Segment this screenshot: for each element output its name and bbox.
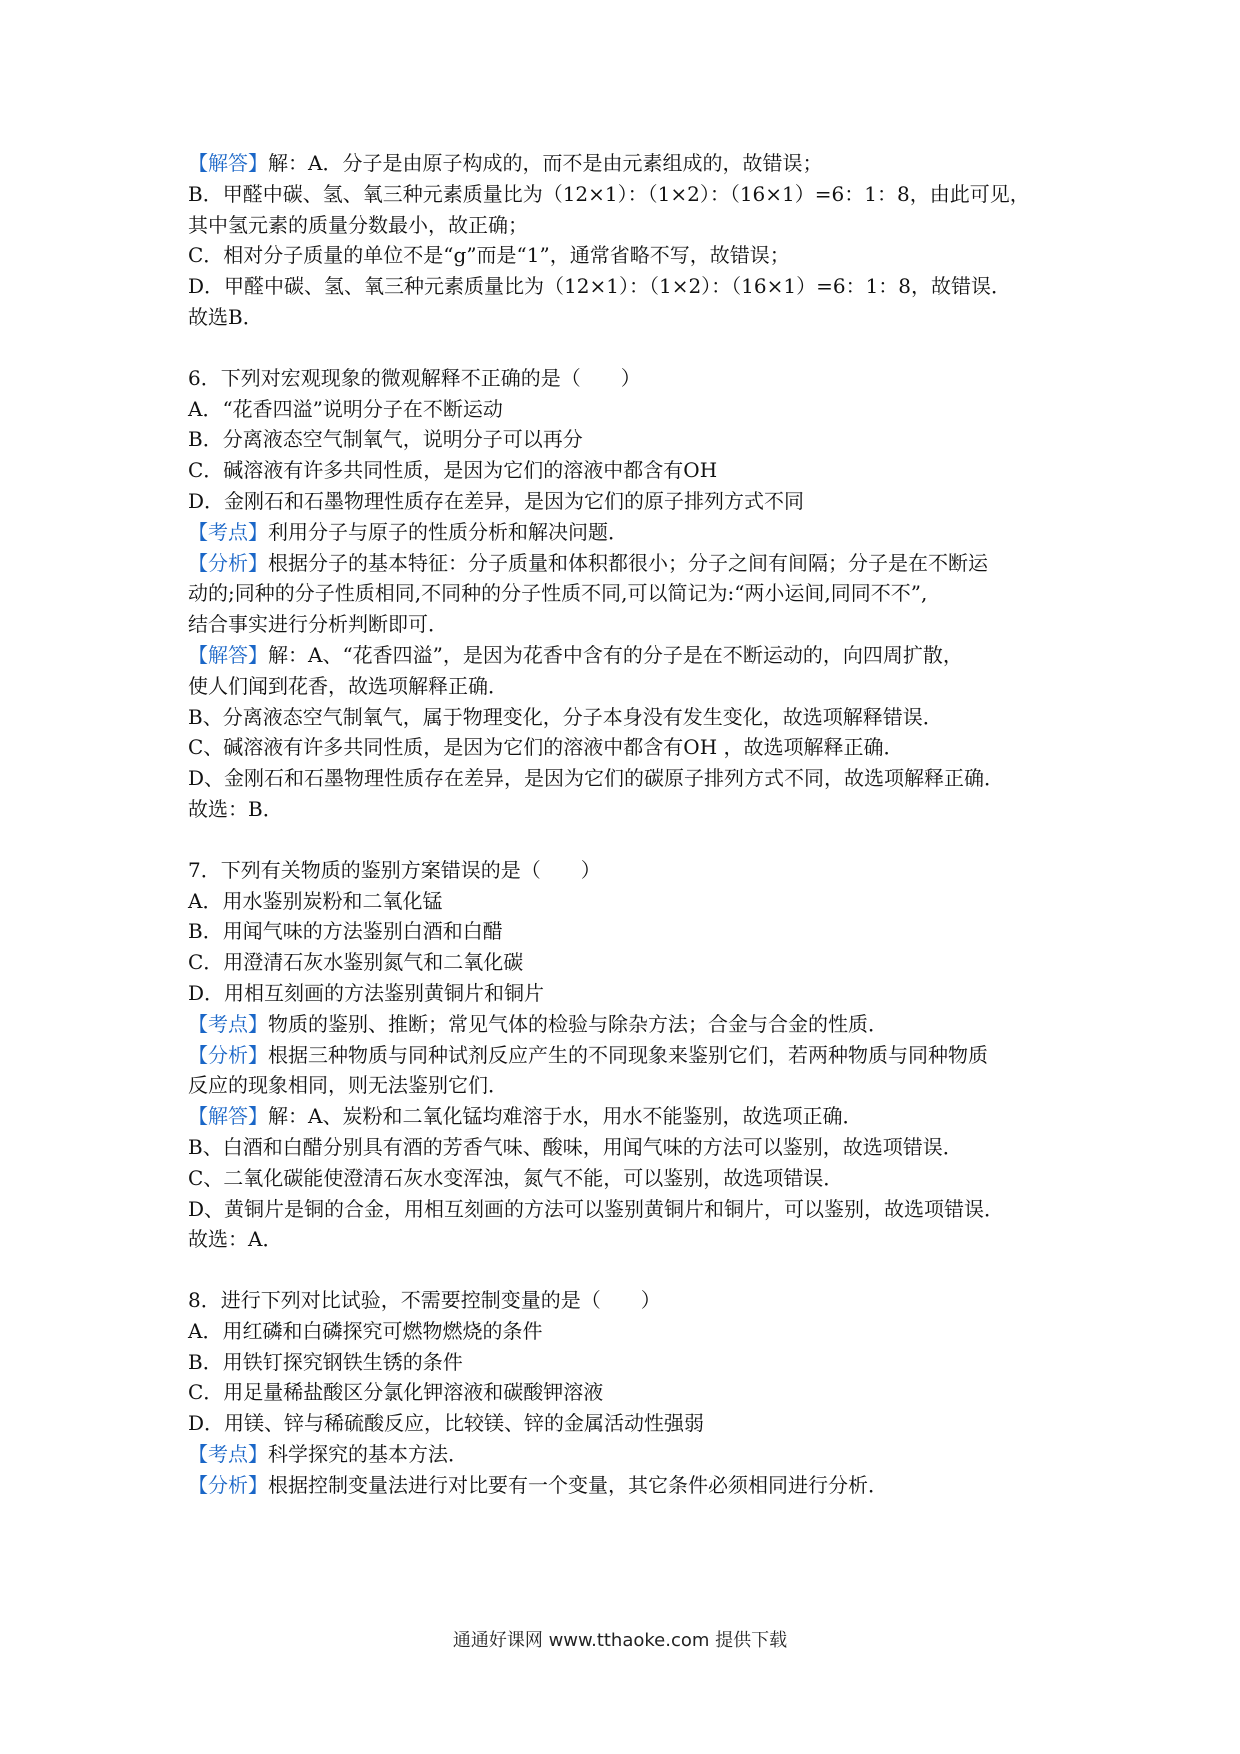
- text-line: [188, 363, 1068, 394]
- spacer: [188, 1255, 1068, 1285]
- line-text: 6．下列对宏观现象的微观解释不正确的是（ ）: [188, 365, 641, 390]
- line-text: B、分离液态空气制氧气，属于物理变化，分子本身没有发生变化，故选项解释错误．: [188, 704, 943, 729]
- text-line: [188, 1070, 1068, 1101]
- text-line: [188, 578, 1068, 609]
- text-line: [188, 978, 1068, 1009]
- text-line: [188, 1194, 1068, 1225]
- text-line: [188, 240, 1068, 271]
- text-line: [188, 148, 1068, 179]
- line-text: B、白酒和白醋分别具有酒的芳香气味、酸味，用闻气味的方法可以鉴别，故选项错误．: [188, 1134, 963, 1159]
- section-tag: 【解答】: [188, 1104, 268, 1129]
- line-text: B．用闻气味的方法鉴别白酒和白醋: [188, 919, 503, 944]
- text-line: [188, 640, 1068, 671]
- document-body: [188, 148, 1068, 1501]
- line-text: C、碱溶液有许多共同性质，是因为它们的溶液中都含有OH ，故选项解释正确．: [188, 735, 904, 760]
- text-line: [188, 394, 1068, 425]
- line-text: C．碱溶液有许多共同性质，是因为它们的溶液中都含有OH: [188, 458, 718, 483]
- text-line: [188, 1347, 1068, 1378]
- text-line: [188, 455, 1068, 486]
- line-text: 8．进行下列对比试验，不需要控制变量的是（ ）: [188, 1288, 661, 1313]
- line-text: 故选B．: [188, 304, 263, 329]
- text-line: [188, 855, 1068, 886]
- line-text: D、黄铜片是铜的合金，用相互刻画的方法可以鉴别黄铜片和铜片，可以鉴别，故选项错误．: [188, 1196, 1005, 1221]
- section-tag: 【解答】: [188, 151, 268, 175]
- line-text: D．用相互刻画的方法鉴别黄铜片和铜片: [188, 980, 545, 1005]
- line-text: 解：A．分子是由原子构成的，而不是由元素组成的，故错误；: [268, 151, 823, 175]
- line-text: 7．下列有关物质的鉴别方案错误的是（ ）: [188, 857, 601, 882]
- section-tag: 【分析】: [188, 1472, 268, 1497]
- text-line: [188, 886, 1068, 917]
- line-text: A．“花香四溢”说明分子在不断运动: [188, 396, 503, 421]
- text-line: [188, 1101, 1068, 1132]
- section-tag: 【分析】: [188, 550, 268, 575]
- text-line: [188, 1224, 1068, 1255]
- text-line: [188, 947, 1068, 978]
- text-line: [188, 271, 1068, 302]
- line-text: 解：A、炭粉和二氧化锰均难溶于水，用水不能鉴别，故选项正确．: [268, 1104, 863, 1129]
- text-line: [188, 1377, 1068, 1408]
- text-line: [188, 1439, 1068, 1470]
- text-line: [188, 916, 1068, 947]
- text-line: [188, 1285, 1068, 1316]
- text-line: [188, 179, 1068, 210]
- line-text: 使人们闻到花香，故选项解释正确．: [188, 673, 508, 698]
- line-text: D．甲醛中碳、氢、氧三种元素质量比为（12×1）：（1×2）：（16×1）=6：1：8，故错误．: [188, 274, 1012, 299]
- line-text: C．用澄清石灰水鉴别氮气和二氧化碳: [188, 950, 524, 975]
- line-text: 科学探究的基本方法．: [268, 1442, 468, 1467]
- text-line: [188, 517, 1068, 548]
- text-line: [188, 424, 1068, 455]
- line-text: C、二氧化碳能使澄清石灰水变浑浊，氮气不能，可以鉴别，故选项错误．: [188, 1165, 844, 1190]
- text-line: [188, 1408, 1068, 1439]
- line-text: 根据控制变量法进行对比要有一个变量，其它条件必须相同进行分析．: [268, 1472, 888, 1497]
- line-text: 反应的现象相同，则无法鉴别它们．: [188, 1073, 508, 1098]
- section-tag: 【分析】: [188, 1042, 268, 1067]
- line-text: D．金刚石和石墨物理性质存在差异，是因为它们的原子排列方式不同: [188, 488, 805, 513]
- text-line: [188, 1163, 1068, 1194]
- line-text: 物质的鉴别、推断；常见气体的检验与除杂方法；合金与合金的性质．: [268, 1011, 888, 1036]
- spacer: [188, 825, 1068, 855]
- text-line: [188, 1316, 1068, 1347]
- page-footer: 通通好课网 www.tthaoke.com 提供下载: [452, 1630, 788, 1651]
- line-text: B．甲醛中碳、氢、氧三种元素质量比为（12×1）：（1×2）：（16×1）=6：1：8，由此可见，: [188, 181, 1030, 206]
- text-line: [188, 1470, 1068, 1501]
- line-text: D、金刚石和石墨物理性质存在差异，是因为它们的碳原子排列方式不同，故选项解释正确．: [188, 766, 1005, 791]
- section-tag: 【考点】: [188, 519, 268, 544]
- text-line: [188, 732, 1068, 763]
- text-line: [188, 210, 1068, 241]
- text-line: [188, 763, 1068, 794]
- line-text: 其中氢元素的质量分数最小，故正确；: [188, 212, 528, 237]
- text-line: [188, 702, 1068, 733]
- section-tag: 【考点】: [188, 1442, 268, 1467]
- text-line: [188, 609, 1068, 640]
- line-text: 结合事实进行分析判断即可．: [188, 612, 448, 637]
- line-text: 利用分子与原子的性质分析和解决问题．: [268, 519, 628, 544]
- text-line: [188, 548, 1068, 579]
- text-line: [188, 486, 1068, 517]
- line-text: 动的;同种的分子性质相同,不同种的分子性质不同,可以简记为:“两小运间,同同不不”,: [188, 581, 928, 606]
- section-tag: 【解答】: [188, 642, 268, 667]
- text-line: [188, 1132, 1068, 1163]
- spacer: [188, 333, 1068, 363]
- section-tag: 【考点】: [188, 1011, 268, 1036]
- text-line: [188, 671, 1068, 702]
- text-line: [188, 302, 1068, 333]
- line-text: D．用镁、锌与稀硫酸反应，比较镁、锌的金属活动性强弱: [188, 1411, 705, 1436]
- line-text: B．用铁钉探究钢铁生锈的条件: [188, 1349, 463, 1374]
- line-text: C．用足量稀盐酸区分氯化钾溶液和碳酸钾溶液: [188, 1380, 604, 1405]
- line-text: B．分离液态空气制氧气，说明分子可以再分: [188, 427, 583, 452]
- text-line: [188, 1009, 1068, 1040]
- line-text: 解：A、“花香四溢”，是因为花香中含有的分子是在不断运动的，向四周扩散，: [268, 642, 963, 667]
- line-text: 故选：B．: [188, 796, 283, 821]
- line-text: A．用水鉴别炭粉和二氧化锰: [188, 888, 443, 913]
- line-text: C．相对分子质量的单位不是“g”而是“1”，通常省略不写，故错误；: [188, 243, 790, 268]
- text-line: [188, 794, 1068, 825]
- line-text: 故选：A．: [188, 1227, 283, 1252]
- line-text: 根据分子的基本特征：分子质量和体积都很小；分子之间有间隔；分子是在不断运: [268, 550, 988, 575]
- line-text: A．用红磷和白磷探究可燃物燃烧的条件: [188, 1318, 543, 1343]
- line-text: 根据三种物质与同种试剂反应产生的不同现象来鉴别它们，若两种物质与同种物质: [268, 1042, 988, 1067]
- text-line: [188, 1040, 1068, 1071]
